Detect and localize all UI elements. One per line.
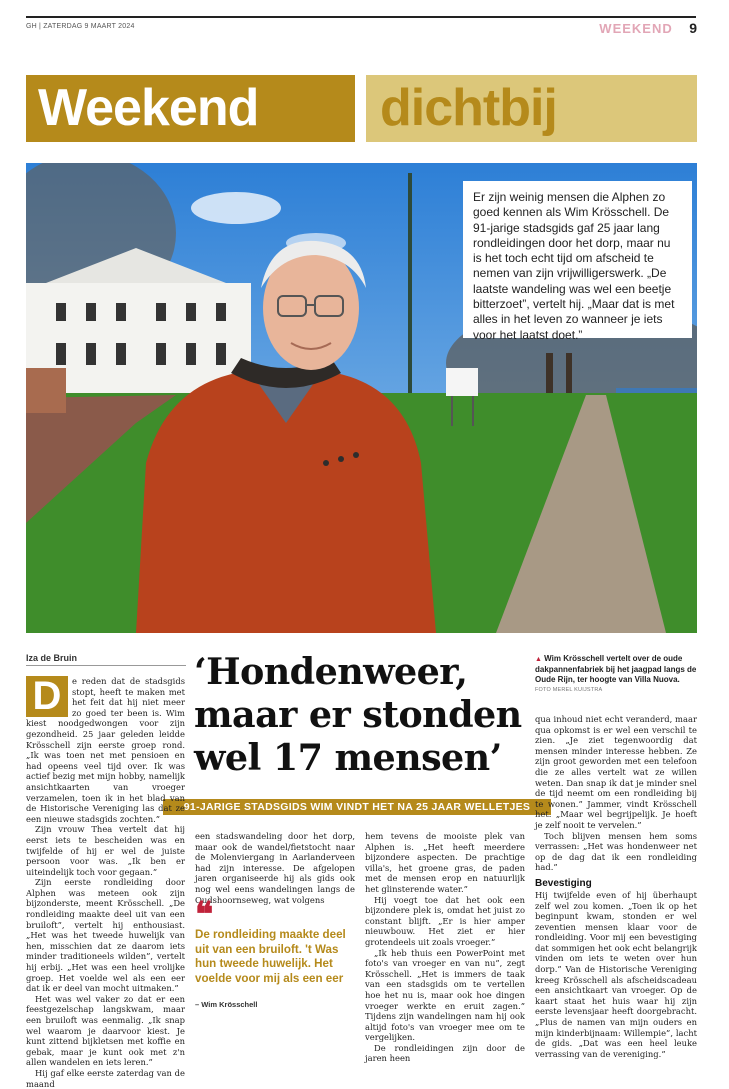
banner-weekend <box>26 75 355 142</box>
paragraph: qua inhoud niet echt veranderd, maar qua opkomst is er wel een verschil te zien. „Je ziet tegenwoordig dat mensen minder interesse hebben. Ze zijn groot geworden met een telefoon die ze alles vertelt wat ze willen weten. Dan snap ik dat je minder snel de tijd neemt om een rondleiding bij te wonen.” Jammer, vindt Krösschell het. „Maar wel begrijpelijk. Je hoeft je zelf nooit te vervelen.” <box>535 714 697 830</box>
article-column-3 <box>365 831 525 1064</box>
paragraph: Zijn vrouw Thea vertelt dat hij eerst iets te bescheiden was en twijfelde of hij er wel de juiste persoon voor was. „Ik ben er uiteindelijk toch voor gegaan.” <box>26 824 185 877</box>
page-number: 9 <box>689 20 697 36</box>
paragraph: „Ik heb thuis een PowerPoint met foto's van vroeger en van nu”, zegt Krösschell. „Het is immers de taak van een stadsgids om te vertellen hoe het nu is, maar ook hoe dingen vroeger werkte en eruit zagen.” Tijdens zijn wandelingen nam hij ook altijd foto's van vroeger mee om te vergelijken. <box>365 947 525 1043</box>
quote-attribution: – Wim Krösschell <box>195 1000 258 1009</box>
pull-quote: De rondleiding maakte deel uit van een bruiloft. 't Was hun tweede huwelijk. Het voelde voor mij als een eer <box>195 928 346 985</box>
paragraph: Zijn eerste rondleiding door Alphen was meteen ook zijn bijzonderste, meent Krösschell. „De rondleiding maakte deel uit van een bruiloft”, vertelt hij enthousiast. „Het was het tweede huwelijk van hen, misschien dat ze daarom iets minder traditioneels wilden”, vertelt hij erbij. „Het was een heel vrolijke groep. Het voelde wel als een eer dat ik er deel van mocht uitmaken.” <box>26 877 185 994</box>
photo-credit: FOTO MEREL KUIJSTRA <box>535 687 603 693</box>
photo-caption <box>535 654 700 685</box>
headline-line-1: ‘Hondenweer, <box>194 650 468 693</box>
headline-line-3: wel 17 mensen’ <box>194 736 502 779</box>
edition-date: GH | ZATERDAG 9 MAART 2024 <box>26 23 135 30</box>
page-header <box>599 20 697 38</box>
paragraph: Hij twijfelde even of hij überhaupt zelf wel zou komen. „Toen ik op het beginpunt kwam, stonden er wel zeventien mensen klaar voor de rondleiding. Voor mij een bevestiging dat sommigen het ook echt belangrijk vinden om iets te weten over hun dorp.” Van de Historische Vereniging kreeg Krösschell als afscheidscadeau een ansichtkaart van vroeger. Op de kaart staat het huis waar hij zijn eerste levensjaar heeft doorgebracht. „Plus de namen van mijn ouders en mijn kinderbijnaam: Willempie”, lacht de gids. „Dat was een heel leuke verrassing van de vereniging.” <box>535 889 697 1059</box>
article-column-1 <box>26 676 185 1089</box>
caption-marker-icon: ▲ <box>535 656 542 663</box>
paragraph: hem tevens de mooiste plek van Alphen is. „Het heeft meerdere bijzondere aspecten. De prachtige villa's, het groene gras, de paden met de mensen erop en natuurlijk het glinsterende water.” <box>365 831 525 894</box>
paragraph: Hij gaf elke eerste zaterdag van de maand <box>26 1067 185 1089</box>
headline-line-2: maar er stonden <box>194 693 522 736</box>
paragraph: De rondleidingen zijn door de jaren heen <box>365 1042 525 1064</box>
paragraph: Het was wel vaker zo dat er een feestgezelschap langskwam, maar een bruiloft was eenmalig. „Ik snap wel waarom je daarvoor kiest. Je kunt zittend bijkletsen met koffie en gebak, maar je kunt ook met z'n allen wandelen en iets leren.” <box>26 993 185 1068</box>
paragraph: een stadswandeling door het dorp, maar ook de wandel/fietstocht naar de Molenviergang in Aarlanderveen had zijn interesse. De afgelopen jaren organiseerde hij als gids ook nog wel eens wandelingen langs de Oudshoornseweg, wat volgens <box>195 831 355 905</box>
drop-cap: D <box>26 676 68 717</box>
banner-dichtbij <box>366 75 697 142</box>
article-column-4 <box>535 714 697 1059</box>
subheadline: 91-JARIGE STADSGIDS WIM VINDT HET NA 25 JAAR WELLETJES <box>163 799 551 815</box>
paragraph: e reden dat de stadsgids stopt, heeft te maken met het feit dat hij niet meer zo goed ter been is. Wim kiest noodgedwongen voor zijn gezondheid. 25 jaar geleden leidde Krösschell zijn eerste groep rond. „Ik was toen net met pensioen en had opeens veel tijd over. Ik was actief bezig met mijn hobby, namelijk ansichtkaarten van vroeger verzamelen, toen ik in het blad van de Historische Vereniging las dat ze een nieuwe stadsgids zochten.” <box>26 676 185 824</box>
paragraph: Hij voegt toe dat het ook een bijzondere plek is, omdat het juist zo constant blijft. „Er is hier amper nieuwbouw. Het ziet er hier grotendeels uit zoals vroeger.” <box>365 894 525 947</box>
quote-mark-icon: ❝ <box>195 896 211 934</box>
intro-text: Er zijn weinig mensen die Alphen zo goed kennen als Wim Krösschell. De 91-jarige stadsgids gaf 25 jaar lang rondleidingen door het dorp, maar nu is het toch echt tijd om afscheid te nemen van zijn vrijwilligerswerk. „De laatste wandeling was wel een beetje bitterzoet”, vertelt hij. „Maar dat is met alles in het leven zo wanneer je iets voor het laatst doet.” <box>463 181 692 338</box>
paragraph: Toch blijven mensen hem soms verrassen: „Het was hondenweer net op de dag dat ik een rondleiding had.” <box>535 830 697 873</box>
section-label: WEEKEND <box>599 21 673 36</box>
byline-rule <box>26 665 186 666</box>
headline <box>194 650 534 779</box>
header-rule <box>26 16 696 18</box>
article-column-2 <box>195 831 355 905</box>
caption-text: Wim Krösschell vertelt over de oude dakpannenfabriek bij het jaagpad langs de Oude Rijn, ter hoogte van Villa Nuova. <box>535 654 697 684</box>
banner-word-1: Weekend <box>38 79 259 137</box>
section-heading: Bevestiging <box>535 877 592 889</box>
byline: Iza de Bruin <box>26 653 78 663</box>
banner-word-2: dichtbij <box>380 79 557 137</box>
